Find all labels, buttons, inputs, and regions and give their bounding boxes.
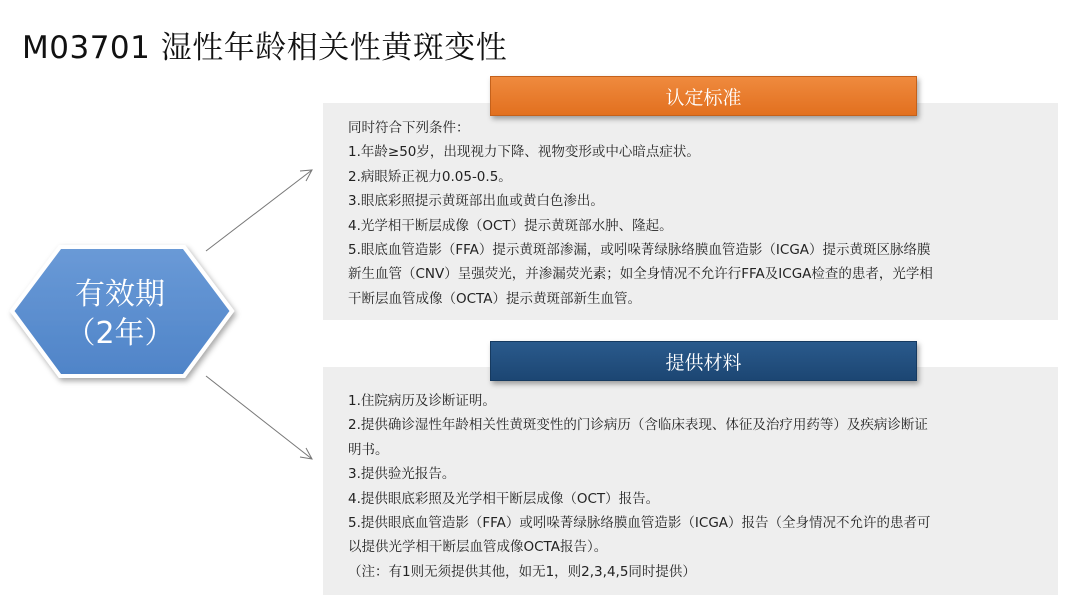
materials-line: 3.提供验光报告。: [348, 466, 456, 483]
criteria-line: 同时符合下列条件：: [348, 120, 470, 136]
arrow-up-right-icon: [206, 170, 312, 251]
criteria-line: 3.眼底彩照提示黄斑部出血或黄白色渗出。: [348, 193, 604, 210]
criteria-line: 5.眼底血管造影（FFA）提示黄斑部渗漏，或吲哚菁绿脉络膜血管造影（ICGA）提示黄斑区脉络膜: [348, 242, 931, 259]
criteria-line: 新生血管（CNV）呈强荧光，并渗漏荧光素；如全身情况不允许行FFA及ICGA检查的患者，光学相: [348, 266, 933, 283]
criteria-line: 1.年龄≥50岁，出现视力下降、视物变形或中心暗点症状。: [348, 144, 700, 161]
materials-line: 1.住院病历及诊断证明。: [348, 393, 496, 409]
validity-label-line2: （2年）: [65, 316, 175, 351]
materials-line: 4.提供眼底彩照及光学相干断层成像（OCT）报告。: [348, 490, 660, 507]
materials-text: [348, 389, 1048, 584]
materials-line: （注：有1则无须提供其他，如无1，则2,3,4,5同时提供）: [348, 563, 696, 580]
materials-line: 2.提供确诊湿性年龄相关性黄斑变性的门诊病历（含临床表现、体征及治疗用药等）及疾病诊断证: [348, 417, 928, 434]
materials-line: 5.提供眼底血管造影（FFA）或吲哚菁绿脉络膜血管造影（ICGA）报告（全身情况不允许的患者可: [348, 515, 931, 532]
criteria-text: [348, 116, 1048, 311]
materials-line: 以提供光学相干断层血管成像OCTA报告）。: [348, 539, 608, 556]
criteria-line: 2.病眼矫正视力0.05-0.5。: [348, 168, 512, 185]
criteria-line: 干断层血管成像（OCTA）提示黄斑部新生血管。: [348, 290, 641, 307]
materials-header: 提供材料: [490, 341, 917, 381]
materials-line: 明书。: [348, 441, 389, 458]
arrow-down-right-icon: [206, 376, 312, 459]
page-title: M03701 湿性年龄相关性黄斑变性: [22, 30, 508, 66]
criteria-line: 4.光学相干断层成像（OCT）提示黄斑部水肿、隆起。: [348, 217, 673, 234]
validity-label-line1: 有效期: [75, 277, 165, 312]
criteria-header: 认定标准: [490, 76, 917, 116]
